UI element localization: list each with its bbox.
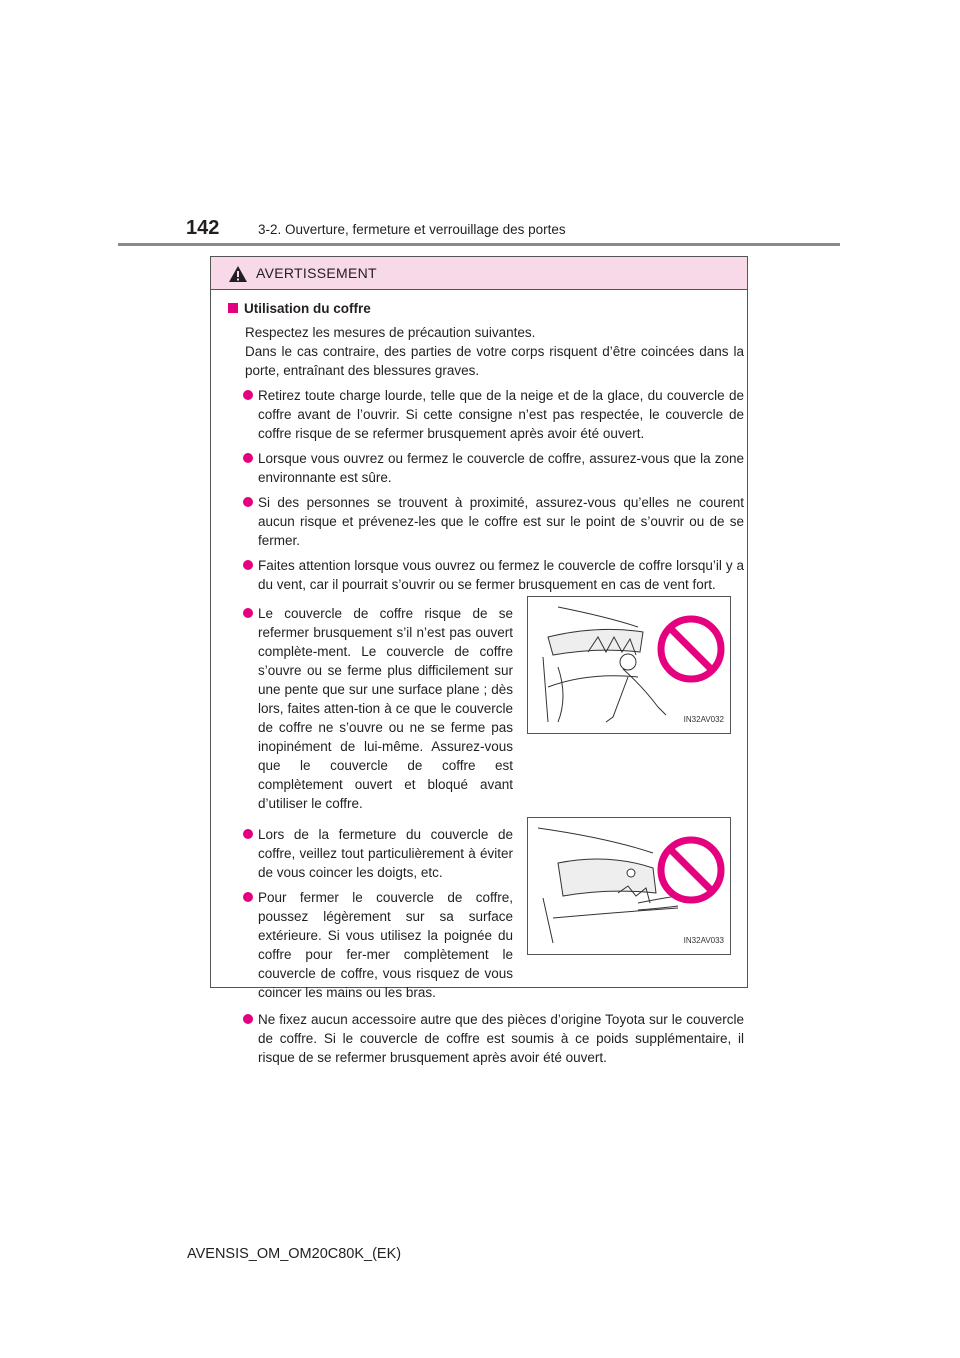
sub-heading — [228, 299, 744, 318]
bullet-item — [228, 449, 744, 487]
bullet-dot-icon — [243, 1014, 253, 1024]
warning-box — [210, 256, 748, 1065]
trunk-hazard-illustration-1 — [527, 596, 731, 734]
footer-code: AVENSIS_OM_OM20C80K_(EK) — [187, 1246, 402, 1262]
bullet-dot-icon — [243, 608, 253, 618]
header-rule — [118, 243, 840, 246]
bullet-text: Si des personnes se trouvent à proximité, assurez-vous qu’elles ne courent aucun risque et prévenez-les que le coffre est sur le point de s’ouvrir ou de se fermer. — [258, 495, 744, 548]
bullet-text: Ne fixez aucun accessoire autre que des pièces d’origine Toyota sur le couvercle de coffre. Si le couvercle de coffre est soumis à ce poids supplémentaire, il risque de se refermer brusquement après avoir été ouvert. — [258, 1012, 744, 1065]
bullet-item — [228, 556, 744, 594]
warning-triangle-icon — [228, 265, 248, 283]
bullet-text: Pour fermer le couvercle de coffre, poussez légèrement sur sa surface extérieure. Si vous utilisez la poignée du coffre pour fer-mer complètement le couvercle de coffre, vous risquez de vous coincer les mains ou les bras. — [258, 890, 513, 1000]
intro — [228, 323, 744, 380]
bullet-text: Retirez toute charge lourde, telle que de la neige et de la glace, du couvercle de coffre avant de l’ouvrir. Si cette consigne n’est pas respectée, le couvercle de coffre risque de se refermer brusquement après avoir été ouvert. — [258, 388, 744, 441]
page-number: 142 — [186, 217, 220, 239]
bullet-text: Lorsque vous ouvrez ou fermez le couvercle de coffre, assurez-vous que la zone environnante est sûre. — [258, 451, 744, 485]
bullet-dot-icon — [243, 892, 253, 902]
bullet-dot-icon — [243, 390, 253, 400]
intro-line-2: Dans le cas contraire, des parties de votre corps risquent d’être coincées dans la porte, entraînant des blessures graves. — [245, 344, 744, 378]
bullet-item — [228, 888, 513, 1002]
bullet-text: Faites attention lorsque vous ouvrez ou fermez le couvercle de coffre lorsqu’il y a du vent, car il pourrait s’ouvrir ou se fermer brusquement en cas de vent fort. — [258, 558, 744, 592]
figure-code: IN32AV033 — [683, 936, 724, 945]
trunk-hazard-illustration-2 — [527, 817, 731, 955]
bullet-item — [228, 386, 744, 443]
warning-body — [228, 299, 744, 1067]
section-title: 3-2. Ouverture, fermeture et verrouillage des portes — [258, 222, 566, 237]
bullet-item — [228, 825, 513, 882]
warning-title: AVERTISSEMENT — [256, 265, 377, 281]
bullet-dot-icon — [243, 453, 253, 463]
sub-heading-text: Utilisation du coffre — [244, 301, 371, 316]
figure-code: IN32AV032 — [683, 715, 724, 724]
bullet-text: Le couvercle de coffre risque de se refermer brusquement s’il n’est pas ouvert complète-ment. Le couvercle de coffre s’ouvre ou se ferme plus difficilement sur une pente que sur une surface plane ; dès lors, faites atten-tion à ce que le couvercle de coffre ne s’ouvre ou ne se ferme pas inopinément de lui-même. Assurez-vous que le couvercle de coffre est complètement ouvert et bloqué avant d’utiliser le coffre. — [258, 606, 513, 811]
intro-line-1: Respectez les mesures de précaution suivantes. — [245, 325, 536, 340]
square-bullet-icon — [228, 303, 238, 313]
figure-row-1 — [228, 604, 744, 813]
bullet-dot-icon — [243, 497, 253, 507]
warning-header — [211, 257, 747, 290]
bullet-item — [228, 493, 744, 550]
bullet-item — [228, 1010, 744, 1067]
figure-row-2 — [228, 825, 744, 1002]
bullet-text: Lors de la fermeture du couvercle de coffre, veillez tout particulièrement à éviter de vous coincer les doigts, etc. — [258, 827, 513, 880]
bullet-dot-icon — [243, 560, 253, 570]
bullet-item — [228, 604, 513, 813]
bullet-dot-icon — [243, 829, 253, 839]
